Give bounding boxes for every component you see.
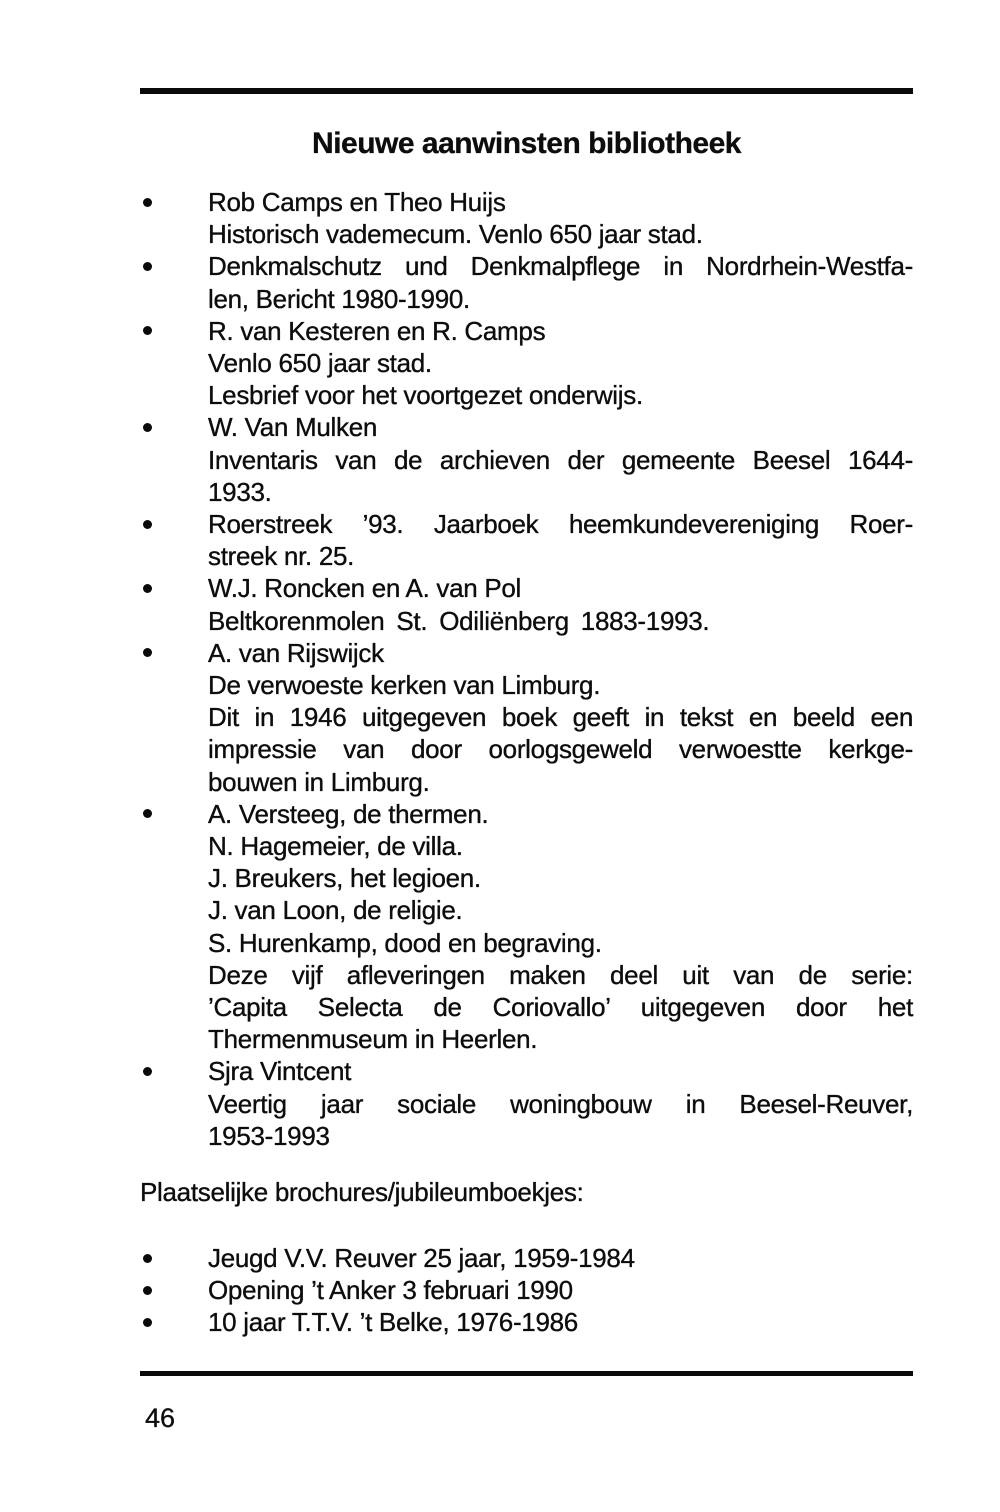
- list-item: [140, 1242, 913, 1274]
- list-line: Beltkorenmolen St. Odiliënberg 1883-1993.: [208, 605, 710, 636]
- list-line: N. Hagemeier, de villa.: [208, 831, 463, 862]
- list-line: A. Versteeg, de thermen.: [208, 798, 489, 829]
- list-item: [140, 250, 913, 314]
- list-line: ’Capita Selecta de Coriovallo’ uitgegeven door het: [208, 992, 913, 1023]
- list-line: W. Van Mulken: [208, 412, 378, 443]
- list-line: J. Breukers, het legioen.: [208, 863, 481, 894]
- list-item: [140, 186, 913, 250]
- bullet-icon: [143, 584, 152, 593]
- list-line: S. Hurenkamp, dood en begraving.: [208, 927, 602, 958]
- list-line: Historisch vademecum. Venlo 650 jaar stad.: [208, 219, 703, 250]
- list-item: [140, 798, 913, 1056]
- bullet-icon: [143, 1318, 152, 1327]
- bullet-icon: [143, 423, 152, 432]
- list-line: streek nr. 25.: [208, 541, 355, 572]
- list-item: [140, 1306, 913, 1338]
- list-line: R. van Kesteren en R. Camps: [208, 315, 546, 346]
- page-number: 46: [145, 1403, 176, 1433]
- top-rule: [140, 88, 913, 94]
- list-line: J. van Loon, de religie.: [208, 895, 463, 926]
- list-line: 1933.: [208, 476, 272, 507]
- list-line: Rob Camps en Theo Huijs: [208, 187, 506, 217]
- bullet-icon: [143, 326, 152, 335]
- list-line: Inventaris van de archieven der gemeente Beesel 1644-: [208, 444, 913, 475]
- bullet-icon: [143, 1254, 152, 1263]
- bullet-icon: [143, 1067, 152, 1076]
- list-line: Venlo 650 jaar stad.: [208, 348, 432, 379]
- list-item: [140, 315, 913, 412]
- list-item: [140, 411, 913, 508]
- list-item: [140, 637, 913, 798]
- list-line: Lesbrief voor het voortgezet onderwijs.: [208, 380, 643, 411]
- list-line: Roerstreek ’93. Jaarboek heemkundevereniging Roer-: [208, 509, 913, 540]
- list-line: Deze vijf afleveringen maken deel uit van de serie:: [208, 959, 913, 990]
- bullet-icon: [143, 809, 152, 818]
- list-item: [140, 1274, 913, 1306]
- list-item: [140, 508, 913, 572]
- list-line: bouwen in Limburg.: [208, 766, 430, 797]
- list-line: Denkmalschutz und Denkmalpflege in Nordrhein-Westfa-: [208, 251, 913, 282]
- page-title: Nieuwe aanwinsten bibliotheek: [312, 127, 741, 160]
- acquisitions-list: [140, 186, 913, 1152]
- bullet-icon: [143, 520, 152, 529]
- bullet-icon: [143, 198, 152, 207]
- list-line: Dit in 1946 uitgegeven boek geeft in tekst en beeld een: [208, 702, 913, 733]
- brochures-list: [140, 1242, 913, 1339]
- list-line: W.J. Roncken en A. van Pol: [208, 573, 522, 604]
- list-item: [140, 572, 913, 636]
- list-line: Opening ’t Anker 3 februari 1990: [208, 1275, 573, 1306]
- list-line: De verwoeste kerken van Limburg.: [208, 670, 601, 701]
- list-line: Veertig jaar sociale woningbouw in Beesel-Reuver,: [208, 1088, 913, 1119]
- list-line: Sjra Vintcent: [208, 1056, 352, 1087]
- list-line: A. van Rijswijck: [208, 637, 384, 668]
- bullet-icon: [143, 648, 152, 657]
- bullet-icon: [143, 262, 152, 271]
- list-item: [140, 1055, 913, 1152]
- list-line: 10 jaar T.T.V. ’t Belke, 1976-1986: [208, 1307, 578, 1338]
- list-line: Thermenmuseum in Heerlen.: [208, 1024, 538, 1055]
- list-line: len, Bericht 1980-1990.: [208, 283, 470, 314]
- bottom-rule: [140, 1371, 913, 1376]
- list-line: impressie van door oorlogsgeweld verwoestte kerkge-: [208, 734, 913, 765]
- brochures-heading: Plaatselijke brochures/jubileumboekjes:: [140, 1177, 584, 1207]
- bullet-icon: [143, 1286, 152, 1295]
- list-line: 1953-1993: [208, 1120, 330, 1151]
- list-line: Jeugd V.V. Reuver 25 jaar, 1959-1984: [208, 1243, 635, 1273]
